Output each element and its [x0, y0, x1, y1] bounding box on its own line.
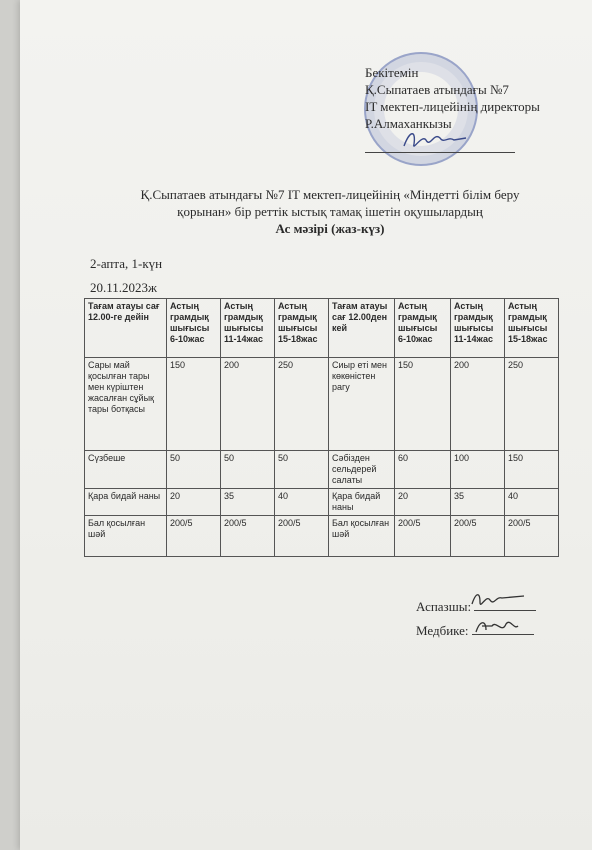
table-header-row	[85, 299, 559, 358]
menu-table	[84, 298, 559, 557]
header-cell: Тағам атауы сағ 12.00-ге дейін	[85, 299, 167, 358]
table-cell: Қара бидай наны	[329, 489, 395, 516]
table-row	[85, 451, 559, 489]
header-cell: Астың грамдық шығысы 11-14жас	[451, 299, 505, 358]
approval-line-4: Р.Алмаханкызы	[365, 116, 452, 131]
table-cell: Бал қосылған шәй	[85, 516, 167, 557]
table-cell: 200/5	[505, 516, 559, 557]
table-row	[85, 516, 559, 557]
table-cell: 150	[395, 358, 451, 451]
header-cell: Астың грамдық шығысы 11-14жас	[221, 299, 275, 358]
title-line-2: қорынан» бір реттік ыстық тамақ ішетін оқушылардың	[177, 204, 483, 219]
table-cell: 35	[221, 489, 275, 516]
header-cell: Тағам атауы сағ 12.00ден кей	[329, 299, 395, 358]
table-cell: 150	[167, 358, 221, 451]
nurse-signature	[472, 614, 522, 638]
header-cell: Астың грамдық шығысы 6-10жас	[395, 299, 451, 358]
table-cell: 200	[451, 358, 505, 451]
table-cell: Бал қосылған шәй	[329, 516, 395, 557]
approval-block	[365, 64, 555, 132]
date-label: 20.11.2023ж	[90, 280, 157, 295]
table-cell: 200	[221, 358, 275, 451]
table-cell: 20	[395, 489, 451, 516]
table-cell: 200/5	[451, 516, 505, 557]
table-cell: Сүзбеше	[85, 451, 167, 489]
table-cell: 60	[395, 451, 451, 489]
table-cell: 200/5	[395, 516, 451, 557]
document-title	[80, 186, 580, 237]
table-cell: 40	[275, 489, 329, 516]
table-cell: 40	[505, 489, 559, 516]
table-row	[85, 358, 559, 451]
table-cell: 50	[275, 451, 329, 489]
cook-label: Аспазшы:	[416, 599, 472, 614]
table-cell: 250	[505, 358, 559, 451]
week-day-label: 2-апта, 1-күн	[90, 256, 163, 271]
table-cell: 35	[451, 489, 505, 516]
table-row	[85, 489, 559, 516]
table-cell: Сиыр еті мен көкөністен рагу	[329, 358, 395, 451]
title-line-1: Қ.Сыпатаев атындағы №7 IT мектеп-лицейінің «Міндетті білім беру	[140, 187, 520, 202]
table-cell: 200/5	[275, 516, 329, 557]
table-cell: Қара бидай наны	[85, 489, 167, 516]
table-cell: 20	[167, 489, 221, 516]
director-signature	[400, 126, 470, 156]
table-cell: 200/5	[167, 516, 221, 557]
table-cell: Сары май қосылған тары мен күріштен жасалған сұйық тары ботқасы	[85, 358, 167, 451]
approval-line-1: Бекітемін	[365, 65, 419, 80]
table-cell: 150	[505, 451, 559, 489]
cook-signature	[468, 588, 528, 612]
header-cell: Астың грамдық шығысы 6-10жас	[167, 299, 221, 358]
table-cell: 100	[451, 451, 505, 489]
table-cell: 250	[275, 358, 329, 451]
approval-line-3: IT мектеп-лицейінің директоры	[365, 99, 540, 114]
table-cell: 50	[167, 451, 221, 489]
table-cell: Сәбізден сельдерей салаты	[329, 451, 395, 489]
nurse-label: Медбике:	[416, 623, 469, 638]
title-line-3: Ас мәзірі (жаз-күз)	[275, 221, 385, 236]
table-cell: 50	[221, 451, 275, 489]
approval-line-2: Қ.Сыпатаев атындағы №7	[365, 82, 509, 97]
table-cell: 200/5	[221, 516, 275, 557]
header-cell: Астың грамдық шығысы 15-18жас	[275, 299, 329, 358]
header-cell: Астың грамдық шығысы 15-18жас	[505, 299, 559, 358]
